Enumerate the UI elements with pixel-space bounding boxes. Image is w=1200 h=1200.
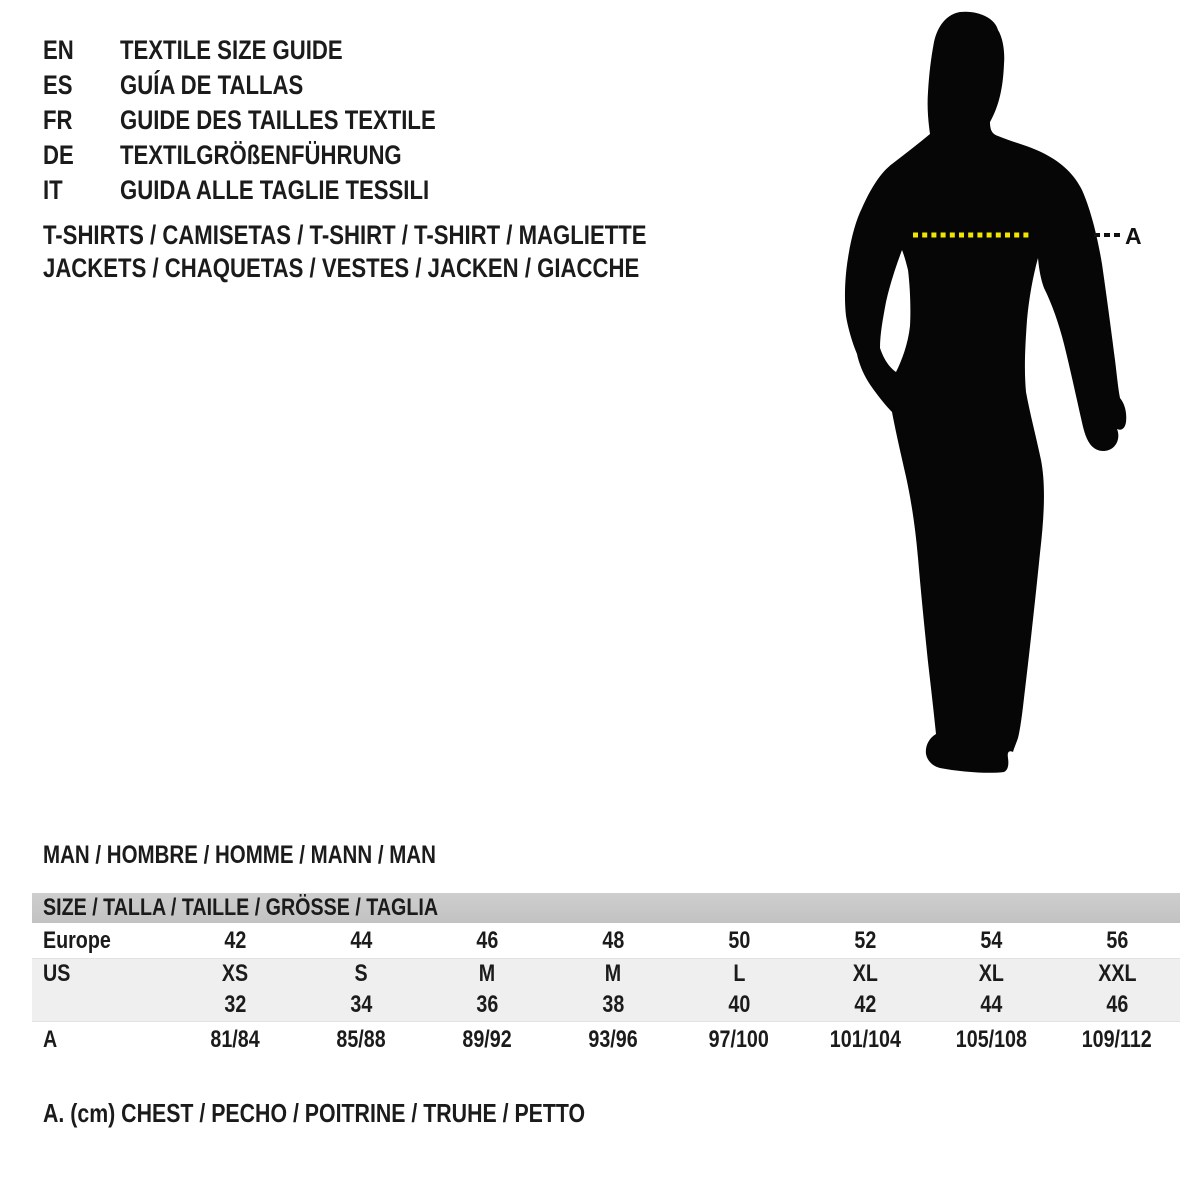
table-cell: 81/84 xyxy=(210,1026,260,1053)
language-title: GUÍA DE TALLAS xyxy=(120,70,304,100)
table-cell: 54 xyxy=(980,926,1002,954)
table-row-chest xyxy=(32,1022,1180,1058)
table-cell: XL xyxy=(852,960,878,987)
table-cell: 89/92 xyxy=(462,1026,512,1053)
language-row xyxy=(43,103,505,138)
size-table-header-text: SIZE / TALLA / TAILLE / GRÖSSE / TAGLIA xyxy=(43,894,439,921)
language-row xyxy=(43,138,505,173)
language-code: IT xyxy=(43,175,63,205)
language-row xyxy=(43,68,505,103)
table-row-us-numeric xyxy=(32,989,1180,1021)
table-cell: 42 xyxy=(854,991,876,1018)
table-cell: 48 xyxy=(602,926,624,954)
table-cell: 56 xyxy=(1106,926,1128,954)
table-cell: 36 xyxy=(476,991,498,1018)
language-title: GUIDE DES TAILLES TEXTILE xyxy=(120,105,436,135)
table-cell: 42 xyxy=(224,926,246,954)
measurement-footnote-text: A. (cm) CHEST / PECHO / POITRINE / TRUHE / PETTO xyxy=(43,1098,586,1128)
table-cell: 38 xyxy=(602,991,624,1018)
section-heading xyxy=(43,840,522,870)
man-silhouette-figure xyxy=(840,8,1150,780)
section-heading-text: MAN / HOMBRE / HOMME / MANN / MAN xyxy=(43,841,436,869)
category-line-tshirts: T-SHIRTS / CAMISETAS / T-SHIRT / T-SHIRT / MAGLIETTE xyxy=(43,220,647,250)
language-code: ES xyxy=(43,70,73,100)
language-code: EN xyxy=(43,35,74,65)
table-cell: 93/96 xyxy=(588,1026,638,1053)
table-cell: 46 xyxy=(1106,991,1128,1018)
table-row-europe xyxy=(32,923,1180,958)
table-cell: 32 xyxy=(224,991,246,1018)
row-label: Europe xyxy=(43,926,111,954)
table-cell: 105/108 xyxy=(955,1026,1027,1053)
row-label: A xyxy=(43,1026,58,1053)
size-table-header xyxy=(32,893,1180,923)
table-row-us xyxy=(32,959,1180,989)
language-row xyxy=(43,33,505,68)
man-silhouette xyxy=(845,12,1126,773)
size-table xyxy=(32,893,1180,1058)
table-band xyxy=(32,958,1180,1022)
table-cell: 109/112 xyxy=(1081,1026,1153,1053)
table-cell: 52 xyxy=(854,926,876,954)
table-cell: 50 xyxy=(728,926,750,954)
measurement-footnote xyxy=(43,1100,704,1127)
table-cell: 97/100 xyxy=(708,1026,770,1053)
table-cell: 46 xyxy=(476,926,498,954)
table-cell: S xyxy=(354,960,368,987)
language-list xyxy=(43,33,505,208)
language-row xyxy=(43,173,505,208)
table-cell: 85/88 xyxy=(336,1026,386,1053)
table-cell: 34 xyxy=(350,991,372,1018)
table-cell: L xyxy=(732,960,746,987)
category-lines xyxy=(43,219,779,285)
table-cell: 40 xyxy=(728,991,750,1018)
table-cell: XL xyxy=(978,960,1004,987)
row-label: US xyxy=(43,960,71,987)
table-cell: XXL xyxy=(1097,960,1137,987)
table-cell: XS xyxy=(221,960,249,987)
language-title: GUIDA ALLE TAGLIE TESSILI xyxy=(120,175,430,205)
language-title: TEXTILGRÖßENFÜHRUNG xyxy=(120,140,402,170)
language-title: TEXTILE SIZE GUIDE xyxy=(120,35,343,65)
language-code: DE xyxy=(43,140,74,170)
table-cell: 101/104 xyxy=(829,1026,901,1053)
table-cell: 44 xyxy=(350,926,372,954)
table-cell: 44 xyxy=(980,991,1002,1018)
table-cell: M xyxy=(604,960,622,987)
language-code: FR xyxy=(43,105,73,135)
measure-label-a: A xyxy=(1125,223,1142,249)
table-cell: M xyxy=(478,960,496,987)
category-line-jackets: JACKETS / CHAQUETAS / VESTES / JACKEN / GIACCHE xyxy=(43,253,640,283)
